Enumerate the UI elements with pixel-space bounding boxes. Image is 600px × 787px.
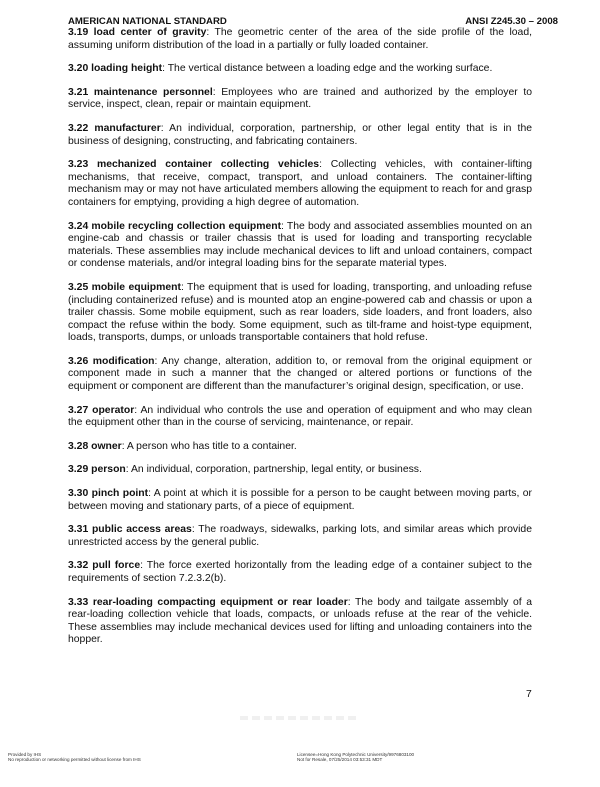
definition-3-32 [68, 560, 532, 585]
definition-number: 3.33 [68, 596, 89, 608]
definition-term: owner [91, 440, 122, 452]
definition-number: 3.21 [68, 86, 89, 98]
faint-watermark-mark [240, 716, 360, 720]
definition-3-27 [68, 405, 532, 430]
definition-text: : The body and tailgate assembly of a rear-loading collection vehicle that loads, compacts, or unloads refuse at the rear of the vehicle. These assemblies may include mechanical devices used for lifting and unloading containers into the hopper. [68, 596, 533, 646]
definition-text: : An individual, corporation, partnership, or other legal entity that is in the business of designing, constructing, and fabricating containers. [68, 122, 532, 147]
definition-text: : The equipment that is used for loading, transporting, and unloading refuse (including containerized refuse) and is mounted atop an engine-powered cab and chassis or upon a trailer chassis. Some mobile equipment, such as rear loaders, side loaders, and front loaders, also compact the refuse within the body. Some equipment, such as tilt-frame and hoist-type equipment, loads, transports, dumps, or unloads transportable containers that hold refuse. [68, 281, 532, 344]
definition-text: : Any change, alteration, addition to, or removal from the original equipment or component made in such a manner that the changed or altered portions or functions of the equipment or component are different than the manufacturer’s original design, specification, or use. [68, 355, 533, 393]
definition-number: 3.24 [68, 220, 89, 232]
definition-3-21 [68, 87, 532, 112]
definition-term: pinch point [91, 488, 149, 500]
definition-3-30 [68, 488, 532, 513]
definition-term: manufacturer [94, 122, 161, 134]
definition-term: person [91, 464, 126, 476]
definition-text: : The vertical distance between a loading edge and the working surface. [162, 63, 493, 75]
provider-line: Provided by IHS [8, 752, 42, 757]
definition-term: modification [92, 355, 155, 367]
definition-term: mobile recycling collection equipment [91, 220, 282, 232]
page-number: 7 [526, 689, 532, 700]
definition-text: : Collecting vehicles, with container-lifting mechanisms, that receive, compact, transport, and unload containers. The container-lifting mechanism may or may not have articulated members allowing the equipment to reach for and grasp containers for emptying, providing a high degree of automation. [68, 159, 532, 208]
standard-organization-title: AMERICAN NATIONAL STANDARD [68, 16, 227, 27]
standard-document-number: ANSI Z245.30 – 2008 [465, 16, 558, 27]
definition-text: : The body and associated assemblies mounted on an engine-cab and chassis or trailer chassis that is used for loading and transporting recyclable materials. These assemblies may include mechanical devices to lift and unload containers, compact or condense materials, and/or integral loading bins for the separate material types. [68, 220, 532, 270]
definition-3-22 [68, 123, 532, 148]
definition-number: 3.31 [68, 524, 89, 536]
definition-3-31 [68, 524, 532, 549]
definition-number: 3.32 [68, 560, 89, 572]
definition-3-20 [68, 63, 532, 76]
definition-text: : Employees who are trained and authorized by the employer to service, inspect, clean, repair or maintain equipment. [68, 86, 532, 111]
definition-text: : A point at which it is possible for a person to be caught between moving parts, or between moving and stationary parts, of a piece of equipment. [68, 488, 532, 512]
definition-term: mobile equipment [91, 281, 181, 293]
definition-text: : An individual, corporation, partnership, legal entity, or business. [125, 464, 422, 476]
page-header [68, 17, 558, 27]
definition-3-29 [68, 464, 532, 477]
definition-3-24 [68, 221, 532, 271]
definition-number: 3.27 [68, 404, 89, 416]
licensee-line: Licensee=Hong Kong Polytechnic University/9976803100 [297, 752, 415, 757]
definition-text: : The roadways, sidewalks, parking lots, and similar areas which provide unrestricted access by the general public. [68, 524, 532, 548]
definition-3-33 [68, 597, 532, 647]
definition-term: maintenance personnel [93, 86, 213, 98]
definition-text: : A person who has title to a container. [121, 440, 297, 452]
definition-3-19 [68, 27, 532, 52]
definitions-section [68, 27, 532, 658]
definition-number: 3.22 [68, 122, 89, 134]
definition-text: : An individual who controls the use and operation of equipment and who may clean the equipment other than in the course of servicing, maintenance, or repair. [68, 404, 533, 429]
definition-term: mechanized container collecting vehicles [97, 159, 320, 171]
definition-text: : The force exerted horizontally from the leading edge of a container subject to the requirements of section 7.2.3.2(b). [68, 560, 532, 584]
resale-timestamp-line: Not for Resale, 07/25/2014 03:53:31 MDT [297, 757, 383, 763]
definition-number: 3.19 [68, 27, 89, 38]
definition-3-25 [68, 282, 532, 345]
definition-term: load center of gravity [93, 27, 207, 38]
definition-number: 3.30 [68, 488, 89, 500]
definition-number: 3.23 [68, 159, 89, 171]
definition-number: 3.25 [68, 281, 89, 293]
definition-number: 3.20 [68, 63, 89, 75]
definition-term: rear-loading compacting equipment or rear loader [92, 596, 348, 608]
definition-term: pull force [92, 560, 141, 572]
license-notice [297, 752, 517, 763]
definition-number: 3.29 [68, 464, 89, 476]
definition-3-26 [68, 356, 532, 394]
definition-term: loading height [91, 63, 163, 75]
definition-number: 3.26 [68, 355, 89, 367]
definition-number: 3.28 [68, 440, 89, 452]
reproduction-notice: No reproduction or networking permitted without license from IHS [8, 757, 141, 763]
definition-3-28 [68, 441, 532, 454]
definition-term: public access areas [91, 524, 192, 536]
provider-notice [8, 752, 228, 763]
definition-term: operator [92, 404, 135, 416]
definition-text: : The geometric center of the area of the side profile of the load, assuming uniform distribution of the load in a partially or fully loaded container. [68, 27, 533, 51]
definition-3-23 [68, 159, 532, 209]
